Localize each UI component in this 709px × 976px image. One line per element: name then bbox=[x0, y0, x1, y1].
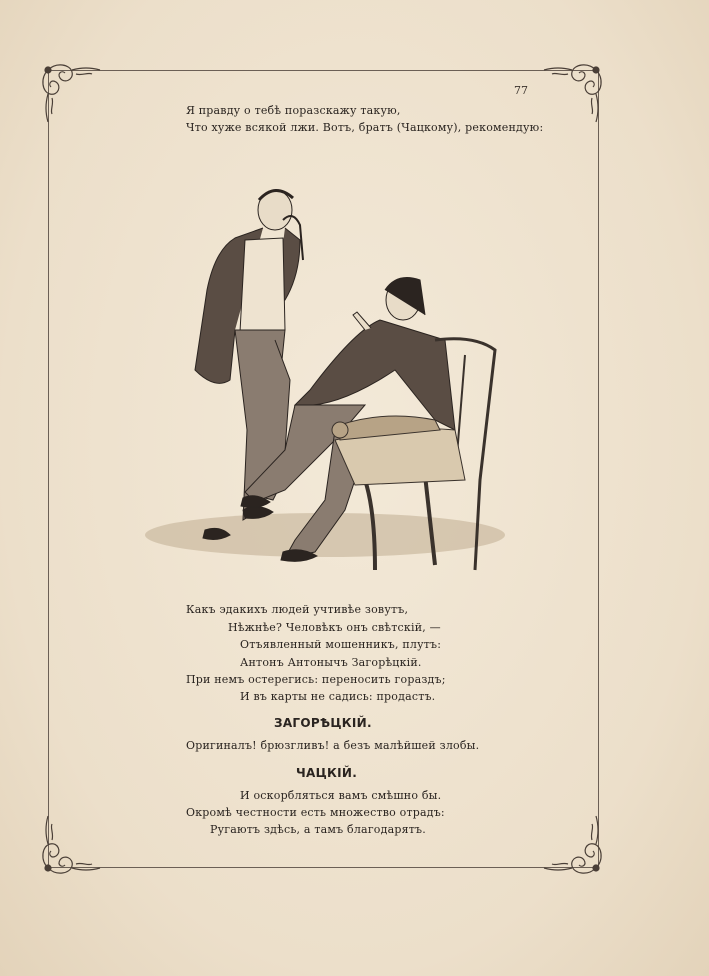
verse-line: Нѣжнѣе? Человѣкъ онъ свѣтскій, — bbox=[228, 621, 441, 634]
engraving-illustration bbox=[135, 180, 505, 580]
ornament-corner-top-left bbox=[36, 58, 106, 128]
verse-line: Отъявленный мошенникъ, плутъ: bbox=[240, 638, 442, 651]
dialogue-line: И оскорбляться вамъ смѣшно бы. bbox=[240, 789, 442, 802]
verse-line: Какъ эдакихъ людей учтивѣе зовутъ, bbox=[186, 603, 409, 616]
ornament-corner-top-right bbox=[538, 58, 608, 128]
dialogue-line: Оригиналъ! брюзгливъ! а безъ малѣйшей злобы. bbox=[186, 739, 480, 752]
ornament-corner-bottom-left bbox=[36, 810, 106, 880]
speaker-name-zagoretsky: ЗАГОРѢЦКІЙ. bbox=[274, 716, 372, 730]
speaker-name-chatsky: ЧАЦКІЙ. bbox=[296, 766, 358, 780]
dialogue-line: Окромѣ честности есть множество отрадъ: bbox=[186, 806, 445, 819]
verse-line: Я правду о тебѣ поразскажу такую, bbox=[186, 104, 401, 117]
page-number: 77 bbox=[514, 84, 528, 97]
verse-line: Антонъ Антонычъ Загорѣцкій. bbox=[240, 656, 422, 669]
dialogue-line: Ругаютъ здѣсь, а тамъ благодарятъ. bbox=[210, 823, 426, 836]
verse-line: И въ карты не садись: продастъ. bbox=[240, 690, 436, 703]
ornament-corner-bottom-right bbox=[538, 810, 608, 880]
verse-line: Что хуже всякой лжи. Вотъ, братъ (Чацкому), рекомендую: bbox=[186, 121, 544, 134]
verse-line: При немъ остерегись: переносить гораздъ; bbox=[186, 673, 446, 686]
